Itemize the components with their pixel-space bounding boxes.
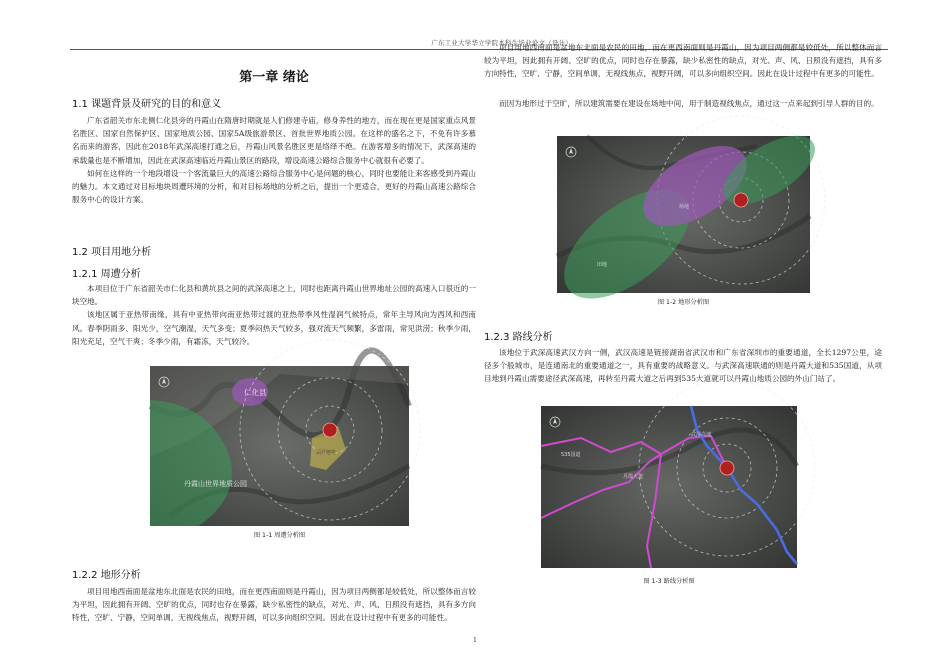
map-label-535: 535国道 xyxy=(561,452,581,458)
figure-terrain-map xyxy=(557,136,810,293)
heading-1-1: 1.1 课题背景及研究的目的和意义 xyxy=(72,99,222,110)
heading-1-2-3: 1.2.3 路线分析 xyxy=(484,332,553,343)
figure-surroundings-map xyxy=(150,366,409,526)
map-label-farmland: 田地 xyxy=(597,262,608,268)
caption-figure-1-1: 图 1-1 周遭分析图 xyxy=(253,532,306,539)
running-header: 广东工业大学华立学院本科生毕业论文（设计） xyxy=(431,39,572,47)
paragraph: 广东省韶关市东北侧仁化县旁的丹霞山在隋唐时期就是人们修建寺庙，修身养性的地方，而在现在更是国家重点风景名胜区、国家自然保护区、国家地质公园、国家5A级旅游景区、首批世界地质公园。在这样的盛名之下，不免有许多慕名而来的游客，因此在2018年武深高速打通之后，丹霞山风景名胜区更是络绎不绝。在游客增多的情况下，武深高速的承载量也是不断增加，因此在武深高速临近丹霞山景区的路段，增设高速公路综合服务中心就很有必要了。 xyxy=(72,116,476,165)
map-label-site: 项目地块 xyxy=(316,450,337,456)
paragraph: 项目用地西南面是盆地东北面是农民的田地，而在更西南面则是丹霞山，因为项目两侧都是较低处，所以整体而言较为平坦，因此拥有开阔、空旷的优点，同时也存在暴露，缺少私密性的缺点，对光、声、风、日照没有遮挡，具有多方向特性，空旷、宁静，空间单调，无视线焦点，视野开阔，可以多向组织空间。因此在设计过程中有更多的可能性。 xyxy=(484,42,882,79)
section-1-2-3-body xyxy=(484,346,882,386)
section-1-2-2-body-end xyxy=(484,97,882,110)
section-1-2-1-body xyxy=(72,282,476,348)
map-label-wushen: 武深高速 xyxy=(691,432,712,438)
paragraph: 该地位于武深高速武汉方向一侧，武汉高速是链接湖南省武汉市和广东省深圳市的重要通道，全长1297公里，途径多个般城市，是连通南北的重要通道之一，具有重要的战略意义。与武深高速联通的则是丹霞大道和535国道，从项目地到丹霞山需要途径武深高速，再转至丹霞大道之后再到535大道就可以丹霞山地质公园的外山门站了。 xyxy=(484,348,882,384)
paragraph: 本项目位于广东省韶关市仁化县和黄坑县之间的武深高速之上，同时也距离丹霞山世界地址公园的高速入口很近的一块空地。 xyxy=(72,284,476,307)
paragraph: 如何在这样的一个地段增设一个客流量巨大的高速公路综合服务中心是问题的核心，同时也要能让来客感受到丹霞山的魅力。本文通过对目标地块周遭环境的分析，和对目标场地的分析之后，提出一个更适合，更好的丹霞山高速公路综合服务中心的设计方案。 xyxy=(72,168,476,205)
paragraph: 而因为地形过于空旷，所以建筑需要在建设在场地中间，用于制造视线焦点，通过这一点来起到引导人群的目的。 xyxy=(499,99,879,108)
section-1-2-2-body-start xyxy=(72,585,476,623)
paragraph: 该地区属于亚热带南缘，具有中亚热带向南亚热带过渡的亚热带季风性湿润气候特点，常年主导风向为西风和西南风。春季阴雨多、阳光少，空气潮湿，天气多变；夏季闷热天气较多，强对流天气频繁，多雷雨，常见洪涝；秋季少雨，阳光充足，空气干爽；冬季少雨，有霜冻，天气较冷。 xyxy=(72,310,476,346)
map-label-danxia-avenue: 丹霞大道 xyxy=(623,474,644,480)
figure-route-map xyxy=(541,406,797,568)
chapter-title: 第一章 绪论 xyxy=(239,70,309,85)
map-label-renhua: 仁化县 xyxy=(244,388,267,397)
map-label-danxia-park: 丹霞山世界地质公园 xyxy=(184,480,247,488)
heading-1-2: 1.2 项目用地分析 xyxy=(72,247,152,258)
page-number: 1 xyxy=(472,636,478,644)
section-1-1-body xyxy=(72,114,476,206)
caption-figure-1-3: 图 1-3 路线分析图 xyxy=(643,578,695,585)
heading-1-2-2: 1.2.2 地形分析 xyxy=(72,570,141,581)
paragraph: 项目用地西南面是盆地东北面是农民的田地，而在更西南面则是丹霞山，因为项目两侧都是较低处，所以整体而言较为平坦，因此拥有开阔、空旷的优点，同时也存在暴露，缺少私密性的缺点，对光、声、风、日照没有遮挡，具有多方向特性，空旷、宁静，空间单调，无视线焦点，视野开阔，可以多向组织空间。因此在设计过程中有更多的可能性。 xyxy=(72,587,476,623)
map-label-site: 场地 xyxy=(679,204,690,210)
heading-1-2-1: 1.2.1 周遭分析 xyxy=(72,269,141,280)
caption-figure-1-2: 图 1-2 地形分析图 xyxy=(657,299,710,306)
section-1-2-2-continued xyxy=(484,42,882,93)
